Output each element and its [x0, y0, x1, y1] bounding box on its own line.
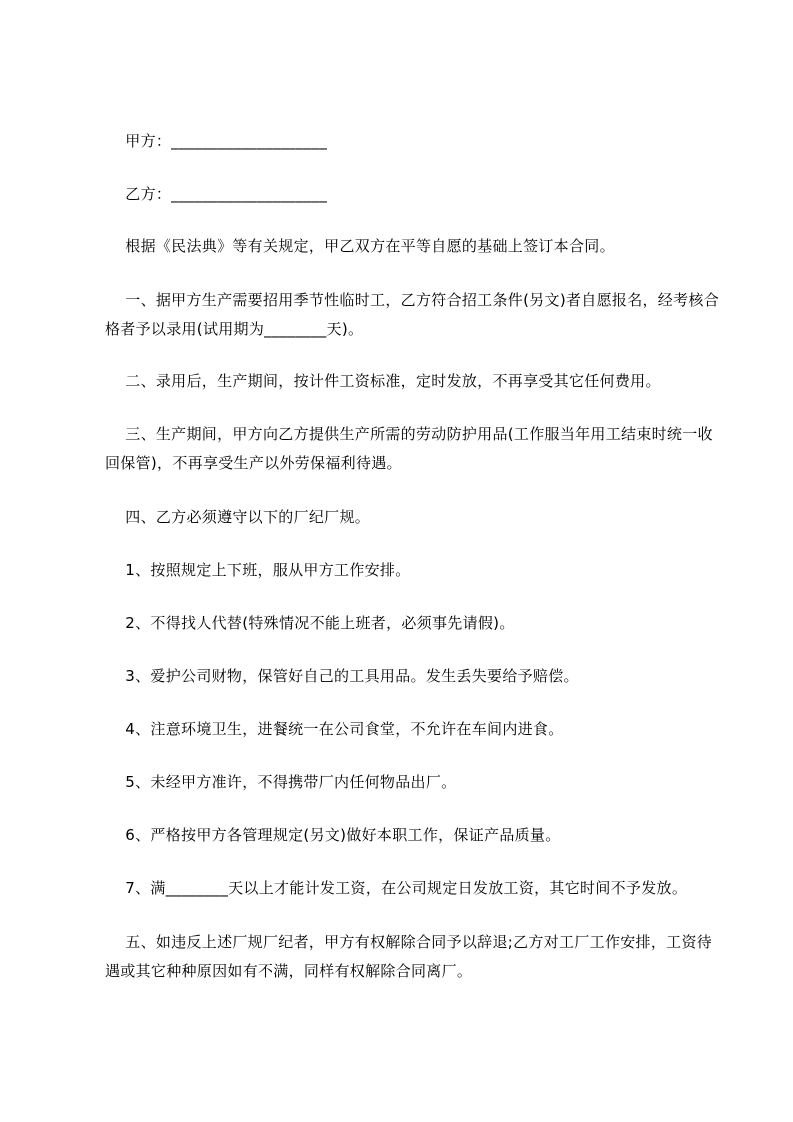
rule-5: 5、未经甲方准许，不得携带厂内任何物品出厂。	[105, 773, 457, 791]
party-b-line: 乙方：____________________	[105, 185, 328, 203]
party-a-line: 甲方：____________________	[105, 132, 328, 150]
clause-2: 二、录用后，生产期间，按计件工资标准，定时发放，不再享受其它任何费用。	[105, 372, 661, 390]
intro-paragraph: 根据《民法典》等有关规定，甲乙双方在平等自愿的基础上签订本合同。	[105, 237, 615, 255]
rule-1: 1、按照规定上下班，服从甲方工作安排。	[105, 561, 411, 579]
clause-5: 五、如违反上述厂规厂纪者，甲方有权解除合同予以辞退;乙方对工厂工作安排，工资待遇或其它种种原因如有不满，同样有权解除合同离厂。	[105, 933, 713, 980]
rule-6: 6、严格按甲方各管理规定(另文)做好本职工作，保证产品质量。	[105, 826, 561, 844]
rule-2: 2、不得找人代替(特殊情况不能上班者，必须事先请假)。	[105, 614, 515, 632]
rule-7: 7、满________天以上才能计发工资，在公司规定日发放工资，其它时间不予发放。	[105, 879, 688, 897]
rule-4: 4、注意环境卫生，进餐统一在公司食堂，不允许在车间内进食。	[105, 720, 564, 738]
clause-3: 三、生产期间，甲方向乙方提供生产所需的劳动防护用品(工作服当年用工结束时统一收回保管)，不再享受生产以外劳保福利待遇。	[105, 425, 713, 472]
clause-1: 一、据甲方生产需要招用季节性临时工，乙方符合招工条件(另文)者自愿报名，经考核合格者予以录用(试用期为________天)。	[105, 291, 719, 338]
clause-4: 四、乙方必须遵守以下的厂纪厂规。	[105, 508, 371, 526]
rule-3: 3、爱护公司财物，保管好自己的工具用品。发生丢失要给予赔偿。	[105, 667, 579, 685]
